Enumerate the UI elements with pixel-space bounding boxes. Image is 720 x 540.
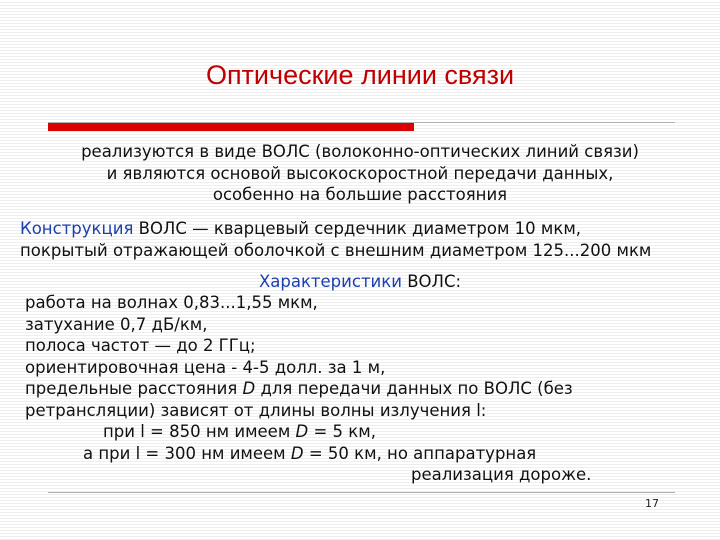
design-line: [20, 218, 710, 240]
distance-variable: D: [242, 379, 256, 398]
intro-line: и являются основой высокоскоростной передачи данных,: [106, 163, 614, 183]
example-variable: D: [295, 422, 309, 441]
title-accent-bar: [48, 123, 414, 131]
design-paragraph: [20, 218, 710, 261]
characteristics-heading: [0, 271, 720, 292]
characteristic-item: затухание 0,7 дБ/км,: [25, 314, 208, 334]
characteristic-item: полоса частот — до 2 ГГц;: [25, 336, 256, 355]
characteristics-label: Характеристики: [258, 272, 402, 291]
intro-line: особенно на большие расстояния: [212, 185, 508, 204]
example-text: а при l = 300 нм имеем: [83, 443, 291, 463]
example-text: при l = 850 нм имеем: [103, 422, 296, 441]
design-label: Конструкция: [20, 219, 134, 238]
example-line: реализация дороже.: [411, 465, 592, 484]
distance-line: [25, 378, 705, 400]
distance-text: предельные расстояния: [25, 379, 243, 398]
design-line: покрытый отражающей оболочкой с внешним диаметром 125...200 мкм: [20, 240, 652, 260]
slide-title: Оптические линии связи: [205, 60, 515, 90]
design-text: ВОЛС — кварцевый сердечник диаметром 10 мкм,: [133, 219, 582, 238]
intro-line: реализуются в виде ВОЛС (волоконно-оптических линий связи): [81, 142, 639, 161]
example-line: [25, 421, 705, 443]
footer-divider-line: [48, 492, 675, 493]
page-number: 17: [645, 497, 659, 510]
characteristics-heading-text: ВОЛС:: [401, 272, 462, 291]
characteristic-item: ориентировочная цена - 4-5 долл. за 1 м,: [25, 357, 386, 377]
example-variable: D: [290, 443, 304, 463]
distance-line: ретрансляции) зависят от длины волны излучения l:: [25, 400, 487, 420]
example-text: = 50 км, но аппаратурная: [303, 443, 537, 463]
characteristics-list: [25, 292, 705, 486]
distance-text: для передачи данных по ВОЛС (без: [255, 379, 573, 398]
characteristic-item: работа на волнах 0,83...1,55 мкм,: [25, 293, 318, 312]
intro-paragraph: [20, 141, 700, 206]
example-text: = 5 км,: [308, 422, 376, 441]
example-line: [25, 443, 705, 465]
